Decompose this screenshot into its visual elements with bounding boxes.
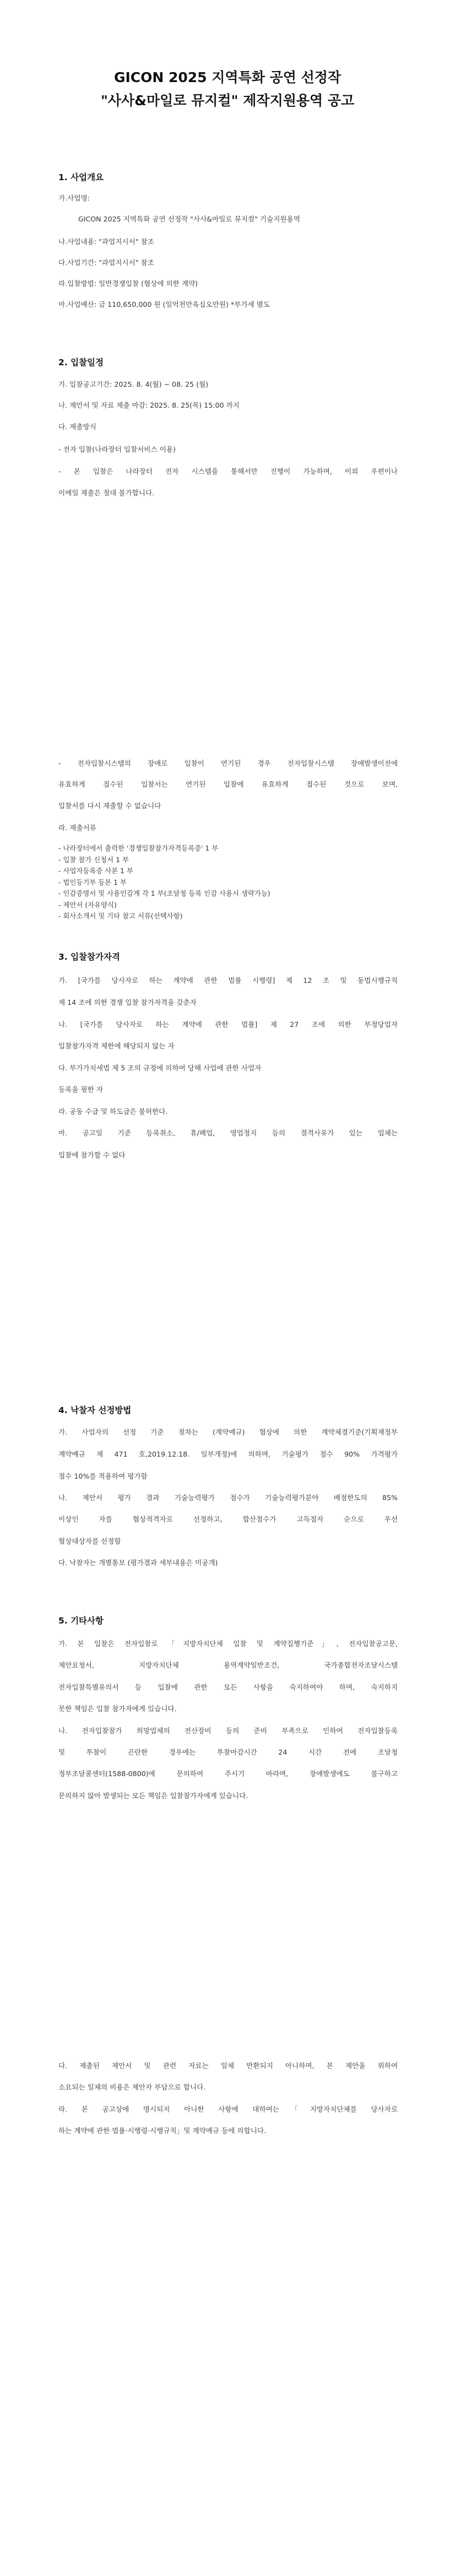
section-5-heading: 5. 기타사항 (58, 1616, 104, 1626)
s1-item-na: 나.사업내용: "과업지시서" 참조 (58, 237, 154, 246)
s5-item-ra-line2: 하는 계약에 관한 법률·시행령·시행규칙」및 계약예규 등에 의합니다. (58, 2126, 267, 2135)
list-item: - 회사소개서 및 기타 참고 서류(선택사항) (58, 912, 183, 920)
s5-item-na-line1: 나. 전자입찰참가 희망업체의 전산장비 등의 준비 부족으로 인하여 전자입찰등록 (58, 1727, 398, 1735)
document-title-line2: "사사&마일로 뮤지컬" 제작지원용역 공고 (100, 93, 355, 109)
s3-item-na-line1: 나. [국가를 당사자로 하는 계약에 관한 법률] 제 27 조에 의한 부정당업자 (58, 1020, 398, 1029)
s4-item-na-line2: 이상인 자를 협상적격자로 선정하고, 합산점수가 고득점자 순으로 우선 (58, 1515, 398, 1523)
s4-item-na-line1: 나. 제안서 평가 결과 기술능력평가 점수가 기술능력평가분야 배점한도의 85% (58, 1493, 398, 1502)
s5-item-ga-line2: 제안요청서, 지방자치단체 용역계약일반조건, 국가종합전자조달시스템 (58, 1661, 398, 1669)
s5-item-na-line4: 문의하지 않아 발생되는 모든 책임은 입찰참가자에게 있습니다. (58, 1792, 248, 1800)
s1-item-ma: 마.사업예산: 금 110,650,000 원 (일억천만육십오만원) *부가세 별도 (58, 300, 270, 309)
s4-item-ga-line1: 가. 사업자의 선정 기준 절차는 (계약예규) 협상에 의한 계약체결기준(기획재정부 (58, 1428, 398, 1436)
s2-item-ga: 가. 입찰공고기간: 2025. 8. 4(월) ~ 08. 25 (월) (58, 380, 209, 388)
s1-item-ra: 라.입찰방법: 일반경쟁입찰 (협상에 의한 계약) (58, 279, 198, 288)
list-item: - 입찰 참가 신청서 1 부 (58, 855, 129, 864)
list-item: - 인감증명서 및 사용인감계 각 1 부(조달청 등록 인감 사용시 생략가능) (58, 889, 270, 897)
s2-method-2-line1: - 본 입찰은 나라장터 전자 시스템을 통해서만 진행이 가능하며, 이외 우편이나 (58, 467, 398, 475)
s2-notice-line3: 입찰서를 다시 제출할 수 없습니다 (58, 802, 161, 810)
s4-item-da: 다. 낙찰자는 개별통보 (평가결과 세부내용은 미공개) (58, 1558, 218, 1567)
s1-item-ga-value: GICON 2025 지역특화 공연 선정작 "사사&마일로 뮤지컬" 기술지원용역 (78, 215, 300, 223)
s4-item-ga-line3: 점수 10%를 적용하여 평가함 (58, 1472, 148, 1480)
s3-item-ra: 라. 공동 수급 및 하도급은 불허한다. (58, 1107, 168, 1116)
s4-item-ga-line2: 계약예규 제 471 호,2019.12.18. 일부개정)에 의하며, 기술평가 점수 90% 가격평가 (58, 1450, 398, 1458)
list-item: - 제안서 (자유양식) (58, 900, 117, 909)
s3-item-ma-line1: 마. 공고일 기준 등록취소, 휴/폐업, 영업정지 등의 결격사유가 있는 업체는 (58, 1129, 398, 1137)
s5-item-ra-line1: 라. 본 공고상에 명시되지 아니한 사항에 대하여는「지방자치단체를 당사자로 (58, 2105, 398, 2113)
s5-item-na-line2: 및 투찰이 곤란한 경우에는 투찰마감시간 24 시간 전에 조달청 (58, 1748, 398, 1756)
s4-item-na-line3: 협상대상자를 선정함 (58, 1537, 121, 1545)
s5-item-ga-line1: 가. 본 입찰은 전자입찰로 「지방자치단체 입찰 및 계약집행기준」, 전자입찰공고문, (58, 1639, 398, 1648)
s2-item-ra: 라. 제출서류 (58, 824, 96, 832)
s2-notice-line2: 유효하게 접수된 입찰서는 연기된 입찰에 유효하게 접수된 것으로 보며, (58, 780, 398, 788)
s2-documents-list (58, 843, 398, 922)
list-item: - 사업자등록증 사본 1 부 (58, 867, 133, 875)
s3-item-na-line2: 입찰참가자격 제한에 해당되지 않는 자 (58, 1042, 175, 1050)
section-3-heading: 3. 입찰참가자격 (58, 952, 120, 962)
s2-notice-line1: - 전자입찰시스템의 장애로 입찰이 연기된 경우 전자입찰시스템 장애발생이전에 (58, 759, 398, 767)
s2-item-na: 나. 제안서 및 자료 제출 마감: 2025. 8. 25(목) 15:00 까지 (58, 401, 240, 409)
s3-item-da-line1: 다. 부가가치세법 제 5 조의 규정에 의하여 당해 사업에 관한 사업자 (58, 1064, 262, 1072)
section-1-heading: 1. 사업개요 (58, 172, 104, 182)
s2-item-da: 다. 제출방식 (58, 423, 96, 431)
s3-item-ma-line2: 입찰에 참가할 수 없다 (58, 1151, 126, 1159)
s3-item-ga-line2: 제 14 조에 의한 경쟁 입찰 참가자격을 갖춘자 (58, 998, 197, 1006)
list-item: - 나라장터에서 출력한 '경쟁입찰참가자격등록증' 1 부 (58, 844, 219, 852)
document-title-line1: GICON 2025 지역특화 공연 선정작 (113, 69, 342, 85)
section-2-heading: 2. 입찰일정 (58, 358, 104, 367)
s3-item-da-line2: 등록을 필한 자 (58, 1085, 103, 1094)
s2-method-2-line2: 이메일 제출은 절대 불가합니다. (58, 489, 155, 497)
section-4-heading: 4. 낙찰자 선정방법 (58, 1405, 132, 1415)
s2-method-1: - 전자 입찰(나라장터 입찰서비스 이용) (58, 445, 176, 453)
s5-item-na-line3: 정부조달콜센터(1588-0800)에 문의하여 주시기 바라며, 장애발생에도 불구하고 (58, 1769, 398, 1778)
s5-item-ga-line4: 못한 책임은 입찰 참가자에게 있습니다. (58, 1704, 177, 1713)
s3-item-ga-line1: 가. [국가를 당사자로 하는 계약에 관한 법률 시행령] 제 12 조 및 동법시행규칙 (58, 976, 398, 984)
s5-item-da-line1: 다. 제출된 제안서 및 관련 자료는 일체 반환되지 아니하며, 본 제안을 위하여 (58, 2061, 398, 2070)
s5-item-ga-line3: 전자입찰특별유의서 등 입찰에 관한 모든 사항을 숙지하여야 하며, 숙지하지 (58, 1683, 398, 1691)
s1-item-da: 다.사업기간: "과업지시서" 참조 (58, 258, 154, 267)
s5-item-da-line2: 소요되는 일체의 비용은 제안자 부담으로 합니다. (58, 2083, 206, 2091)
list-item: - 법인등기부 등본 1 부 (58, 878, 127, 886)
s1-item-ga: 가.사업명: (58, 194, 90, 202)
